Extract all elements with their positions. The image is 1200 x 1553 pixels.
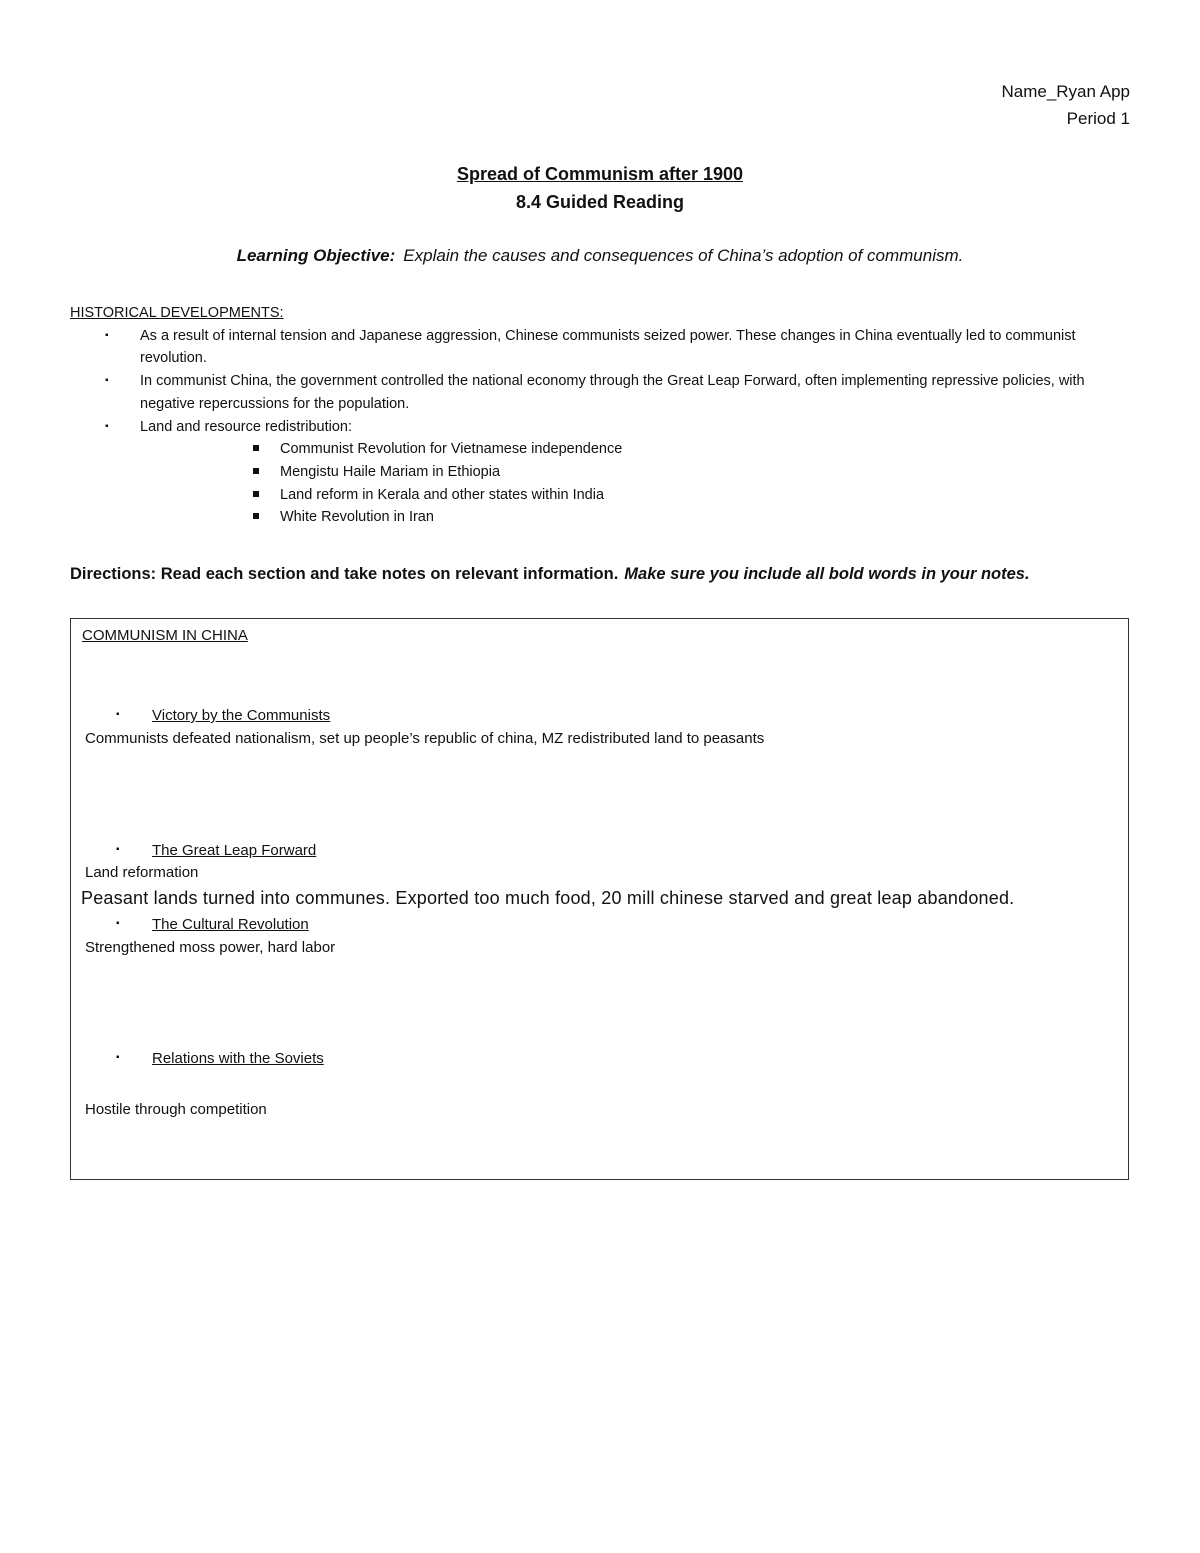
square-bullet-icon [253,491,259,497]
list-item: ▪ In communist China, the government controlled the national economy through the Great Leap Forward, often implementing repressive policies, with negative repercussions for the population. [70,370,1130,415]
square-bullet-icon [253,513,259,519]
sub-list-item: Land reform in Kerala and other states within India [70,484,1130,507]
directions-emphasis: Make sure you include all bold words in your notes. [624,565,1030,583]
bullet-icon: ▪ [116,918,120,929]
topic-soviet-relations [116,1050,324,1067]
learning-objective [0,246,1200,266]
sub-title: 8.4 Guided Reading [515,192,685,212]
bullet-icon: ▪ [105,375,109,387]
square-bullet-icon [253,445,259,451]
sub-list-item: Mengistu Haile Mariam in Ethiopia [70,461,1130,484]
directions [70,565,1030,584]
bullet-icon: ▪ [116,709,120,720]
list-item: ▪ As a result of internal tension and Japanese aggression, Chinese communists seized power. These changes in China eventually led to communist revolution. [70,325,1130,370]
student-name: Name_Ryan App [1001,82,1130,101]
document-title [0,160,1200,216]
bullet-icon: ▪ [116,1052,120,1063]
notes-box[interactable] [70,618,1129,1180]
bullet-icon: ▪ [105,420,109,432]
class-period: Period 1 [1066,109,1130,128]
topic-label: Victory by the Communists [152,707,331,724]
student-info [1001,78,1130,132]
topic-label: Relations with the Soviets [152,1050,324,1067]
main-title: Spread of Communism after 1900 [456,164,744,184]
bullet-icon: ▪ [116,844,120,855]
sub-list-item: Communist Revolution for Vietnamese independence [70,438,1130,461]
square-bullet-icon [253,468,259,474]
sub-list-item: White Revolution in Iran [70,506,1130,529]
topic-cultural-revolution [116,916,309,933]
objective-text: Explain the causes and consequences of China’s adoption of communism. [403,246,964,265]
note-victory[interactable]: Communists defeated nationalism, set up people’s republic of china, MZ redistributed land to peasants [85,730,765,747]
bullet-icon: ▪ [105,329,109,341]
notes-heading: COMMUNISM IN CHINA [82,627,248,644]
list-item: ▪ Land and resource redistribution: [70,416,1130,439]
note-soviet-relations[interactable]: Hostile through competition [85,1101,267,1118]
objective-label: Learning Objective: [236,246,396,265]
topic-victory [116,707,330,724]
historical-heading: HISTORICAL DEVELOPMENTS: [70,305,284,321]
historical-developments [70,302,1130,529]
note-great-leap-1[interactable]: Land reformation [85,864,199,881]
note-great-leap-2[interactable]: Peasant lands turned into communes. Exported too much food, 20 mill chinese starved and great leap abandoned. [81,888,1015,908]
topic-label: The Cultural Revolution [152,916,309,933]
note-cultural-revolution[interactable]: Strengthened moss power, hard labor [85,939,336,956]
topic-great-leap [116,842,316,859]
directions-text: Directions: Read each section and take notes on relevant information. [70,565,619,583]
topic-label: The Great Leap Forward [152,842,317,859]
